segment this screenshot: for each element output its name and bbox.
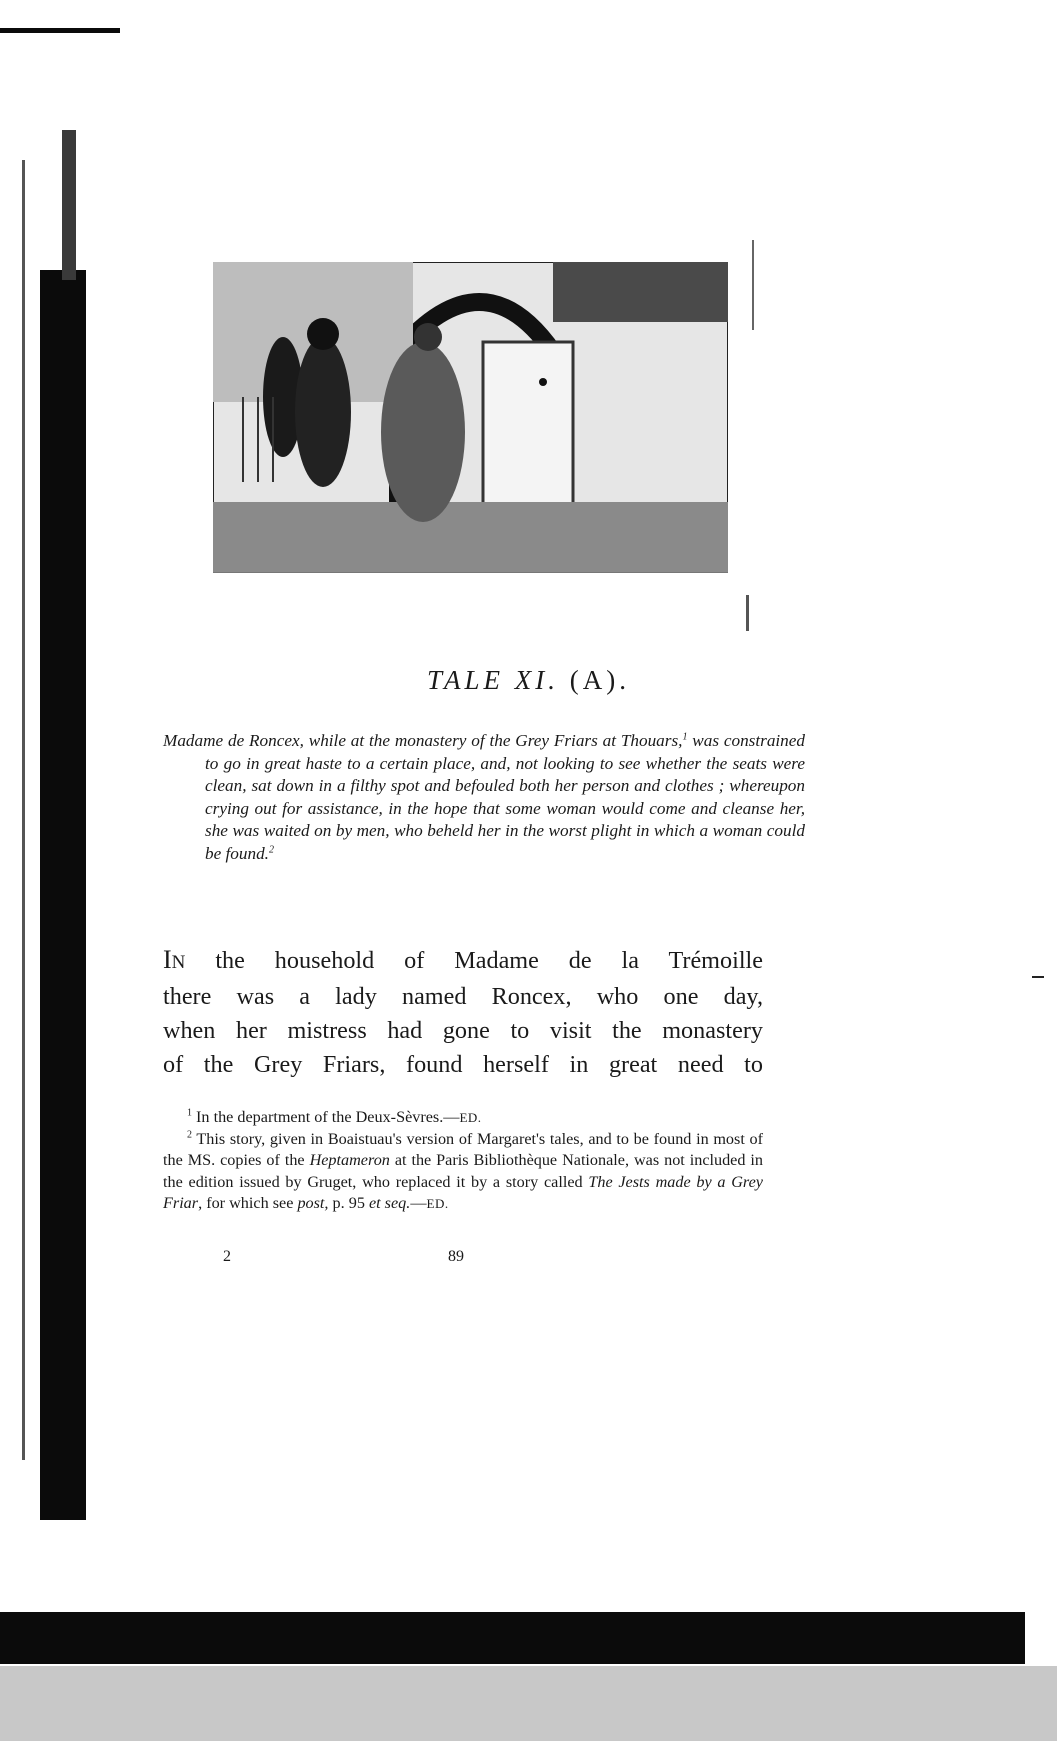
summary-text-2: was constrained to go in great haste to a certain place, and, not looking to see whether the seats were clean, sat down in a filthy spot and befouled both her person and clothes ; whereupon crying out for assistance, in the hope that some woman would come and cleanse her, she was waited on by men, who beheld her in the worst plight in which a woman could be found. — [205, 731, 806, 863]
footnote-1 — [163, 1107, 763, 1129]
footnote-text: , for which see — [198, 1194, 298, 1213]
summary-text-1: Madame de Roncex, while at the monastery of the Grey Friars at Thouars, — [163, 731, 683, 750]
tale-summary — [163, 730, 805, 866]
footnotes — [163, 1107, 763, 1215]
scan-edge-left-bar — [40, 270, 86, 1520]
drop-cap: I — [163, 945, 172, 974]
tale-title-suffix: (A). — [569, 665, 630, 695]
scan-speck — [746, 595, 749, 631]
body-paragraph — [163, 943, 763, 1082]
tale-title — [0, 665, 1057, 696]
body-line: there was a lady named Roncex, who one day, — [163, 983, 763, 1010]
footnote-text: — — [410, 1194, 427, 1213]
scan-edge-left-strip — [62, 130, 76, 280]
page-number: 89 — [448, 1248, 464, 1265]
tale-title-number: TALE XI. — [427, 665, 559, 695]
small-cap: N — [171, 952, 186, 973]
footnote-2 — [163, 1129, 763, 1215]
footnote-text: at the Paris Bibliothèque Nationale, was not included in the edition issued by Gruget, who replaced it by a story called — [163, 1151, 763, 1191]
footnote-ref-1: 1 — [682, 731, 688, 743]
scan-edge-bottom-bar — [0, 1612, 1025, 1664]
footnote-text: This story, given in Boaistuau's version of Margaret's tales, and to be found in most of the MS. copies of the — [163, 1129, 763, 1170]
body-line — [163, 943, 763, 980]
engraving-illustration — [213, 262, 728, 573]
editor-mark: ED. — [459, 1110, 482, 1125]
editor-mark: ED. — [426, 1196, 449, 1212]
body-line-1-rest: the household of Madame de la Trémoille — [185, 947, 763, 974]
body-line: when her mistress had gone to visit the monastery — [163, 1017, 763, 1044]
signature-mark: 2 — [223, 1248, 231, 1265]
footnote-marker: 2 — [187, 1129, 192, 1141]
footnote-italic: The Jests made by a Grey Friar — [163, 1172, 763, 1213]
footnote-text: p. 95 — [328, 1194, 369, 1213]
footnote-italic: Heptameron — [309, 1151, 390, 1170]
footnote-ref-2: 2 — [268, 844, 274, 856]
scan-speck — [1032, 976, 1044, 978]
scan-edge-left-line — [22, 160, 25, 1460]
body-line: of the Grey Friars, found herself in great need to — [163, 1051, 763, 1078]
footnote-marker: 1 — [187, 1107, 192, 1119]
scan-edge-bottom-noise — [0, 1666, 1057, 1741]
scan-edge-top-mark — [0, 28, 120, 33]
scan-speck — [752, 240, 754, 330]
footnote-text: In the department of the Deux-Sèvres.— — [192, 1108, 460, 1126]
footnote-italic: post, — [297, 1194, 329, 1213]
footnote-italic: et seq. — [368, 1194, 411, 1213]
